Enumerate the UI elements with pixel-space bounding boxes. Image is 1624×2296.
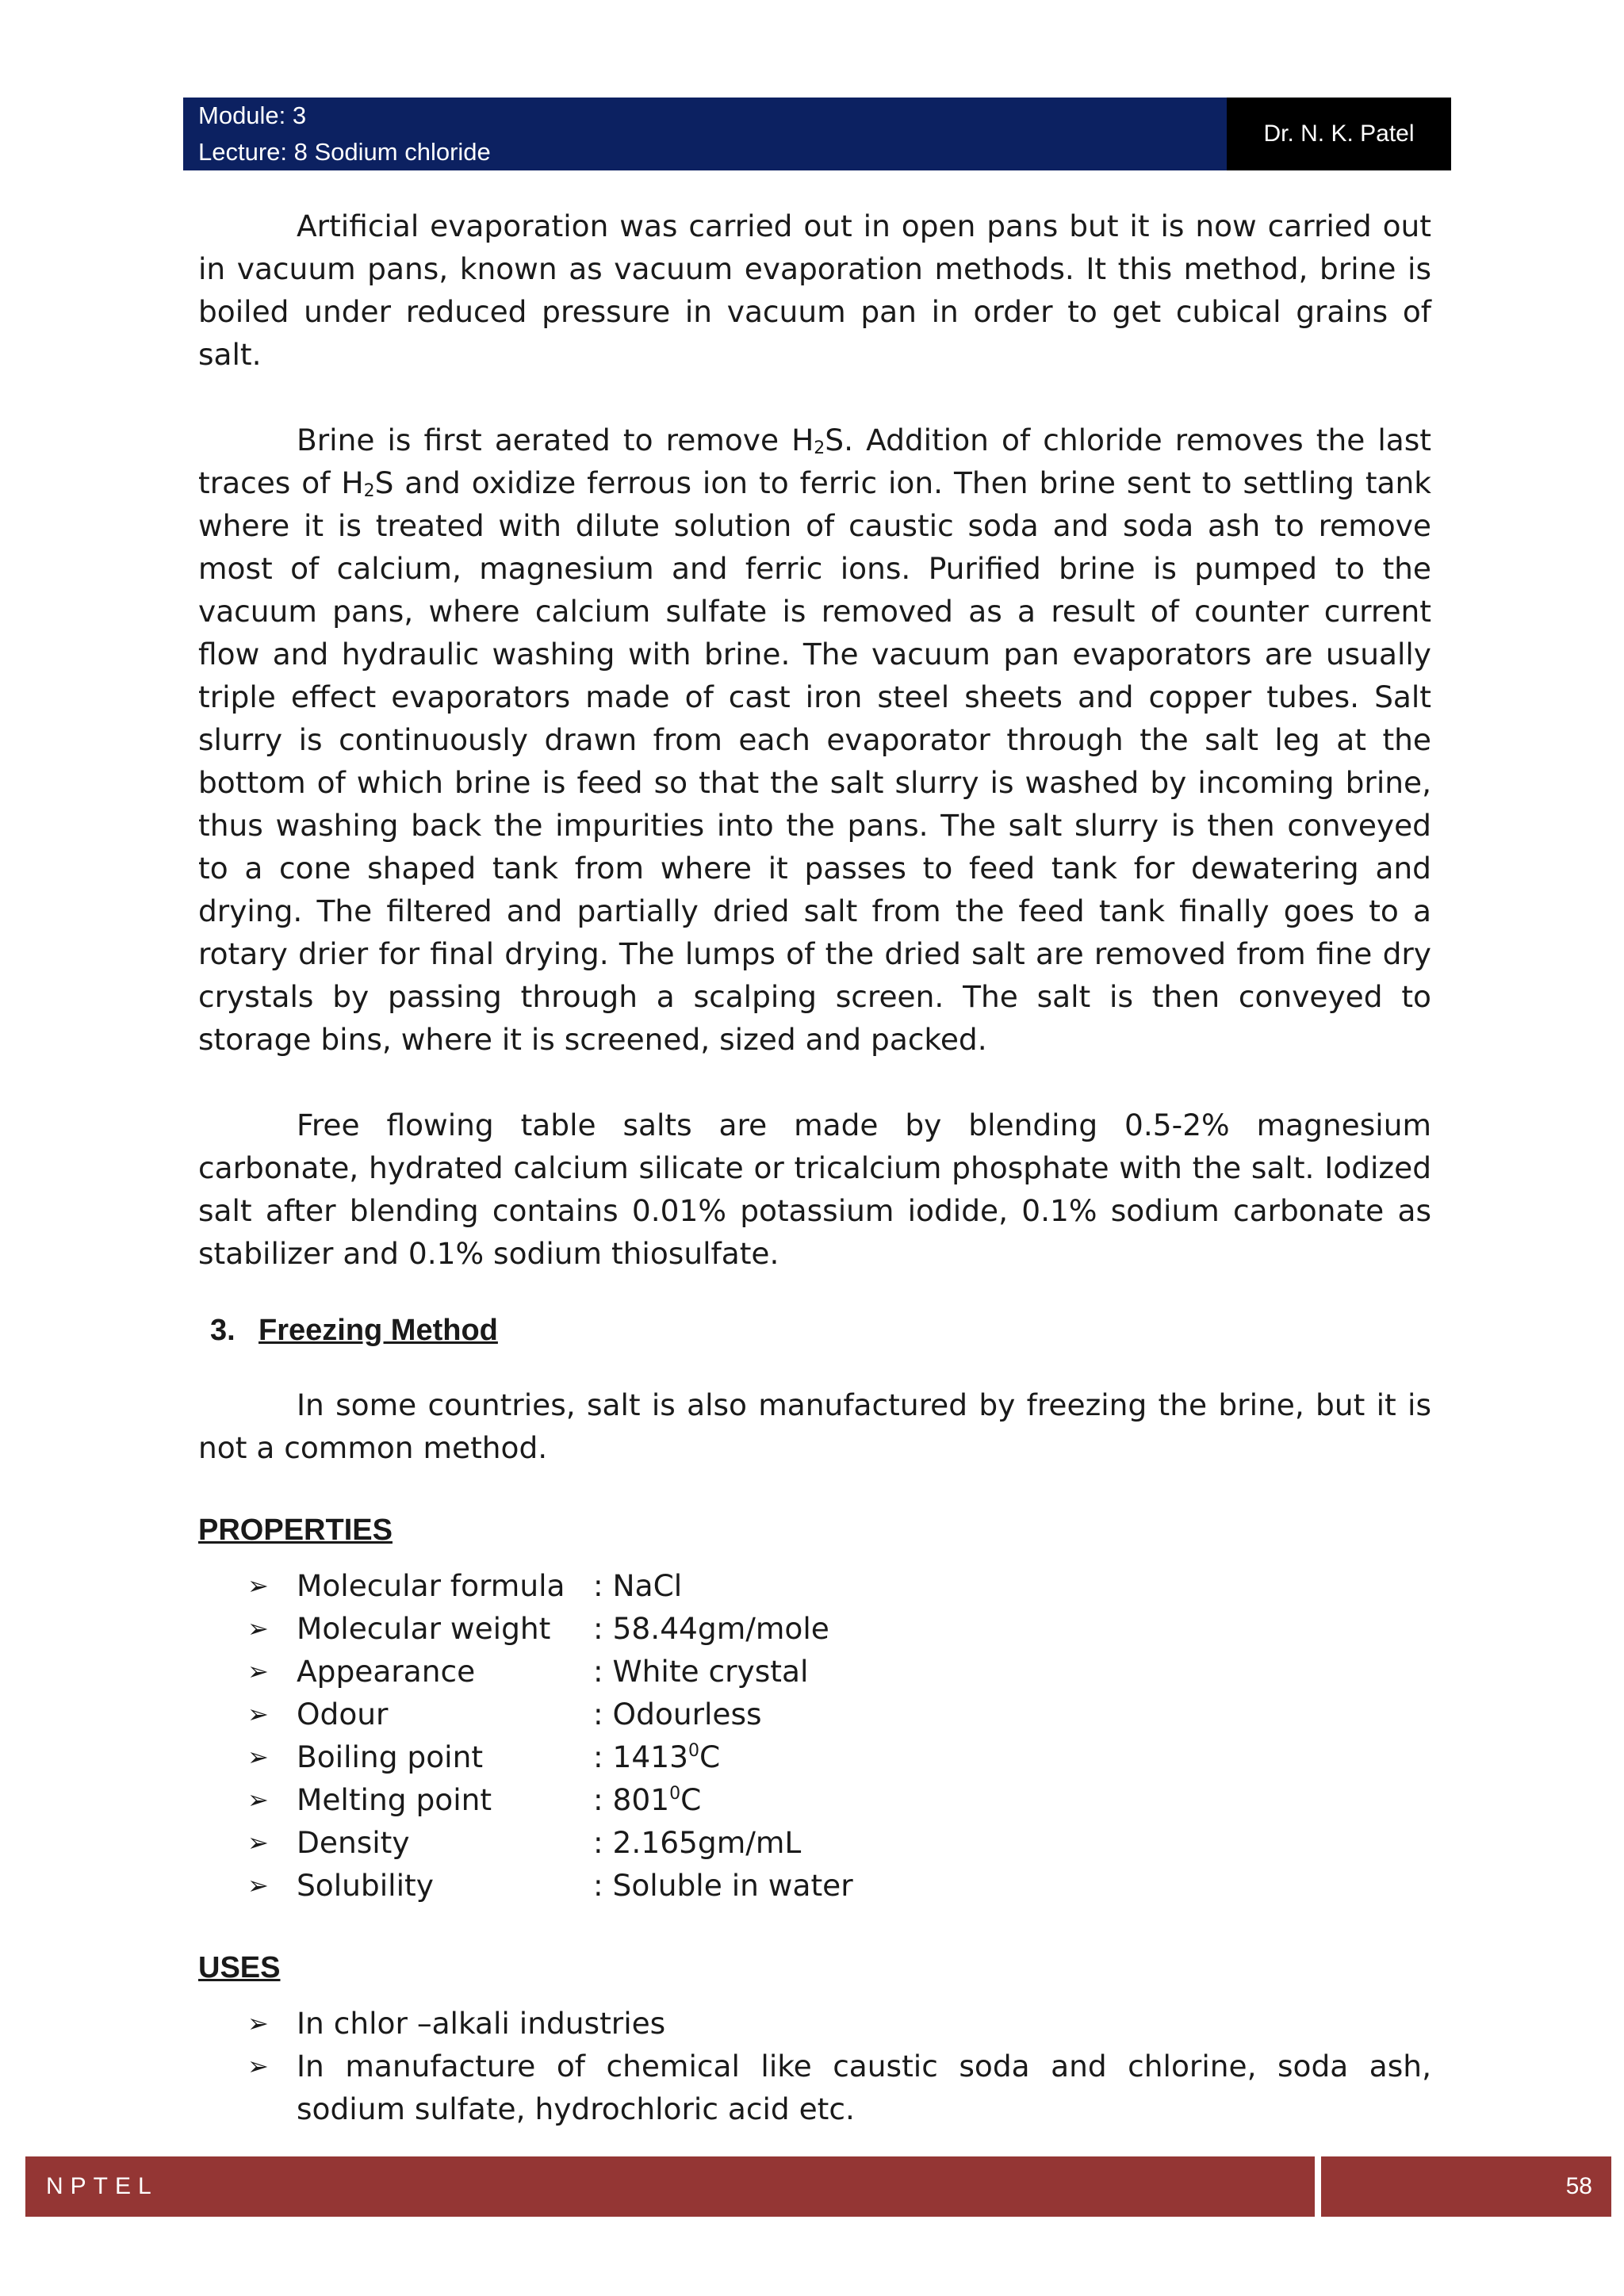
list-item: ➢ Molecular weight : 58.44gm/mole <box>198 1607 1431 1650</box>
paragraph-vacuum-evaporation: Artificial evaporation was carried out in open pans but it is now carried out in vacuum pans, known as vacuum evaporation methods. It this method, brine is boiled under reduced pressure in vacuum pan in order to get cubical grains of salt. <box>198 209 1431 372</box>
uses-heading: USES <box>198 1951 281 1984</box>
arrow-bullet-icon: ➢ <box>247 2008 269 2038</box>
page-header <box>183 98 1451 170</box>
page-number: 58 <box>1321 2156 1611 2217</box>
list-item: ➢ Density : 2.165gm/mL <box>198 1821 1431 1864</box>
freezing-method-heading <box>198 1309 1431 1352</box>
header-lecture: Lecture: 8 Sodium chloride <box>198 138 491 166</box>
uses-list <box>198 2002 1431 2130</box>
page-content <box>198 205 1431 2130</box>
section-number: 3. <box>210 1314 236 1347</box>
arrow-bullet-icon: ➢ <box>247 1870 269 1900</box>
properties-heading: PROPERTIES <box>198 1513 393 1547</box>
list-item: ➢ Solubility : Soluble in water <box>198 1864 1431 1907</box>
paragraph-brine-purification: Brine is first aerated to remove $H_2S$. Addition of chloride removes the last traces of $H_2S$ and oxidize ferrous ion to ferric ion. Then brine sent to settling tank where it is treated with dilute solution of caustic soda and soda ash to remove most of calcium, magnesium and ferric ions. Purified brine is pumped to the vacuum pans, where calcium sulfate is removed as a result of counter current flow and hydraulic washing with brine. The vacuum pan evaporators are usually triple effect evaporators made of cast iron steel sheets and copper tubes. Salt slurry is continuously drawn from each evaporator through the salt leg at the bottom of which brine is feed so that the salt slurry is washed by incoming brine, thus washing back the impurities into the pans. The salt slurry is then conveyed to a cone shaped tank from where it passes to feed tank for dewatering and drying. The filtered and partially dried salt from the feed tank finally goes to a rotary drier for final drying. The lumps of the dried salt are removed from fine dry crystals by passing through a scalping screen. The salt is then conveyed to storage bins, where it is screened, sized and packed. <box>198 423 1432 1057</box>
section-title: Freezing Method <box>259 1314 498 1347</box>
list-item: ➢ Melting point : $801^0C$ <box>198 1778 1431 1821</box>
header-author: Dr. N. K. Patel <box>1227 98 1451 170</box>
list-item: ➢ Appearance : White crystal <box>198 1650 1431 1693</box>
arrow-bullet-icon: ➢ <box>247 1571 269 1601</box>
arrow-bullet-icon: ➢ <box>247 1785 269 1815</box>
page-footer <box>25 2156 1611 2217</box>
list-item: ➢ In chlor –alkali industries <box>198 2002 1431 2045</box>
paragraph-table-salt: Free flowing table salts are made by blending 0.5-2% magnesium carbonate, hydrated calcium silicate or tricalcium phosphate with the salt. Iodized salt after blending contains 0.01% potassium iodide, 0.1% sodium carbonate as stabilizer and 0.1% sodium thiosulfate. <box>198 1108 1431 1271</box>
arrow-bullet-icon: ➢ <box>247 2051 269 2081</box>
list-item: ➢ Molecular formula : NaCl <box>198 1564 1431 1607</box>
arrow-bullet-icon: ➢ <box>247 1827 269 1858</box>
arrow-bullet-icon: ➢ <box>247 1656 269 1686</box>
list-item: ➢ Boiling point : 1413$^0$C <box>198 1735 1431 1778</box>
properties-list <box>198 1564 1431 1907</box>
arrow-bullet-icon: ➢ <box>247 1699 269 1729</box>
list-item: ➢ Odour : Odourless <box>198 1693 1431 1735</box>
arrow-bullet-icon: ➢ <box>247 1742 269 1772</box>
footer-nptel: NPTEL <box>25 2156 1315 2217</box>
header-module-block <box>183 98 1227 170</box>
arrow-bullet-icon: ➢ <box>247 1613 269 1644</box>
paragraph-freezing: In some countries, salt is also manufactured by freezing the brine, but it is not a common method. <box>198 1387 1431 1465</box>
list-item: ➢ In manufacture of chemical like caustic soda and chlorine, soda ash, sodium sulfate, hydrochloric acid etc. <box>198 2045 1431 2130</box>
header-module: Module: 3 <box>198 101 307 129</box>
